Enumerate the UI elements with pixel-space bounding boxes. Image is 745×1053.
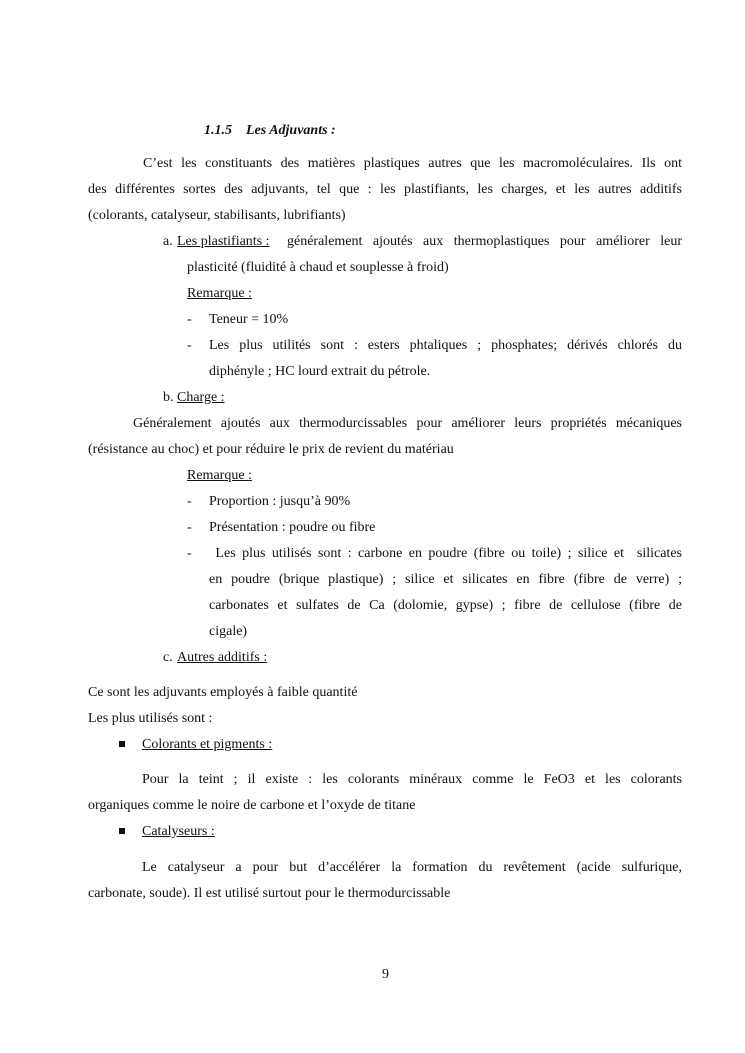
item-b-para-line-2: (résistance au choc) et pour réduire le prix de revient du matériau [88,442,454,457]
item-b-bullet-3-line-1: Les plus utilisés sont : carbone en poudre (fibre ou toile) ; silice et silicates [209,546,682,561]
item-c-heading: Autres additifs : [177,650,268,665]
colorants-line-2: organiques comme le noire de carbone et l’oxyde de titane [88,798,416,813]
intro-line-1: C’est les constituants des matières plastiques autres que les macromoléculaires. Ils ont [143,156,682,171]
intro-line-2: des différentes sortes des adjuvants, tel que : les plastifiants, les charges, et les autres additifs [88,182,682,197]
item-b-heading: Charge : [177,390,225,405]
item-b-remark-label: Remarque : [187,468,252,483]
section-title: Les Adjuvants : [246,123,336,138]
item-b-bullet-2: Présentation : poudre ou fibre [209,520,376,535]
item-b-para-line-1: Généralement ajoutés aux thermodurcissables pour améliorer leurs propriétés mécaniques [133,416,682,431]
item-b-bullet-3-line-3: carbonates et sulfates de Ca (dolomie, gypse) ; fibre de cellulose (fibre de [209,598,682,613]
catalyseurs-line-2: carbonate, soude). Il est utilisé surtout pour le thermodurcissable [88,886,451,901]
page-number: 9 [382,967,389,982]
section-heading [204,122,336,140]
section-number: 1.1.5 [204,123,232,138]
item-a-bullet-2-line-1: Les plus utilités sont : esters phtaliques ; phosphates; dérivés chlorés du [209,338,682,353]
other-line-2: Les plus utilisés sont : [88,711,213,726]
item-a-line-1 [177,233,682,251]
dash-icon: - [187,546,192,561]
dash-icon: - [187,494,192,509]
other-line-1: Ce sont les adjuvants employés à faible quantité [88,685,358,700]
colorants-heading: Colorants et pigments : [142,737,273,752]
item-b-bullet-3-line-2: en poudre (brique plastique) ; silice et silicates en fibre (fibre de verre) ; [209,572,682,587]
intro-line-3: (colorants, catalyseur, stabilisants, lubrifiants) [88,208,346,223]
colorants-line-1: Pour la teint ; il existe : les colorants minéraux comme le FeO3 et les colorants [142,772,682,787]
item-a-text-second: plasticité (fluidité à chaud et souplesse à froid) [187,260,449,275]
catalyseurs-heading: Catalyseurs : [142,824,215,839]
item-a-bullet-1: Teneur = 10% [209,312,289,327]
item-b-bullet-3-line-4: cigale) [209,624,248,639]
square-bullet-icon [119,741,125,747]
item-a-bullet-2-line-2: diphényle ; HC lourd extrait du pétrole. [209,364,431,379]
square-bullet-icon [119,828,125,834]
item-a-marker: a. [163,234,173,249]
item-c-marker: c. [163,650,173,665]
item-a-text-first: généralement ajoutés aux thermoplastiques pour améliorer leur [287,234,682,249]
dash-icon: - [187,338,192,353]
item-b-bullet-1: Proportion : jusqu’à 90% [209,494,351,509]
catalyseurs-line-1: Le catalyseur a pour but d’accélérer la formation du revêtement (acide sulfurique, [142,860,682,875]
dash-icon: - [187,520,192,535]
item-b-marker: b. [163,390,174,405]
dash-icon: - [187,312,192,327]
item-a-remark-label: Remarque : [187,286,252,301]
item-a-heading: Les plastifiants : [177,234,270,249]
